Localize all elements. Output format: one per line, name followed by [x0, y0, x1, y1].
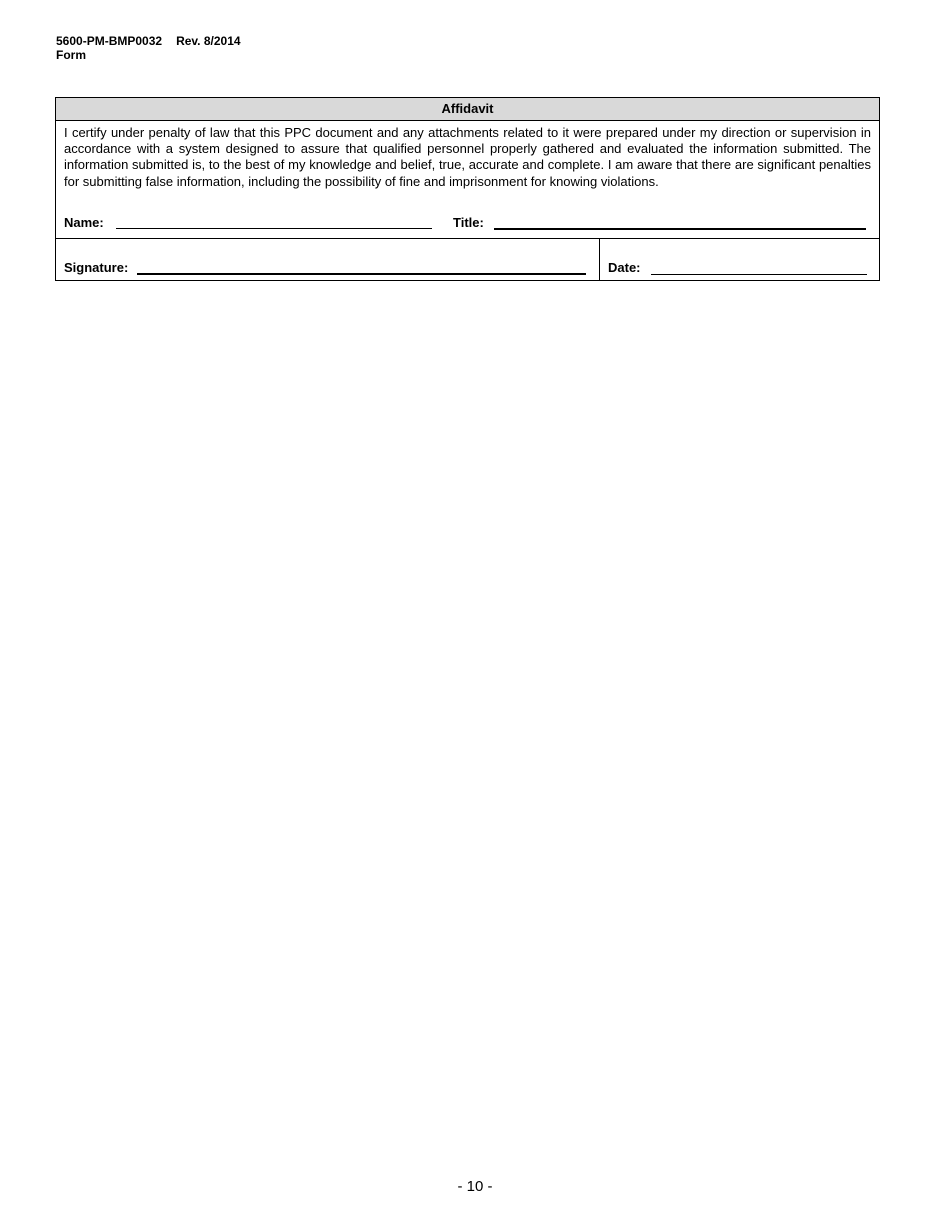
name-field[interactable] — [116, 228, 432, 229]
title-field[interactable] — [494, 228, 866, 230]
date-label: Date: — [608, 259, 641, 275]
date-field[interactable] — [651, 274, 867, 275]
row-divider — [599, 239, 600, 280]
signature-label: Signature: — [64, 259, 129, 275]
name-title-row — [56, 190, 879, 239]
name-label: Name: — [64, 214, 104, 230]
form-label: Form — [56, 48, 86, 62]
form-header — [56, 34, 241, 62]
signature-field[interactable] — [137, 273, 586, 275]
affidavit-title: Affidavit — [56, 98, 879, 121]
page-number: - 10 - — [457, 1178, 493, 1195]
form-revision: Rev. 8/2014 — [176, 34, 241, 48]
affidavit-statement: I certify under penalty of law that this PPC document and any attachments related to it were prepared under my direction or supervision in accordance with a system designed to assure that qualified personnel properly gathered and evaluated the information submitted. The information submitted is, to the best of my knowledge and belief, true, accurate and complete. I am aware that there are significant penalties for submitting false information, including the possibility of fine and imprisonment for knowing violations. — [64, 125, 871, 189]
form-code: 5600-PM-BMP0032 — [56, 34, 163, 48]
affidavit-section — [55, 97, 880, 281]
form-code-line — [56, 34, 241, 48]
signature-date-row — [56, 239, 879, 280]
title-label: Title: — [453, 214, 484, 230]
